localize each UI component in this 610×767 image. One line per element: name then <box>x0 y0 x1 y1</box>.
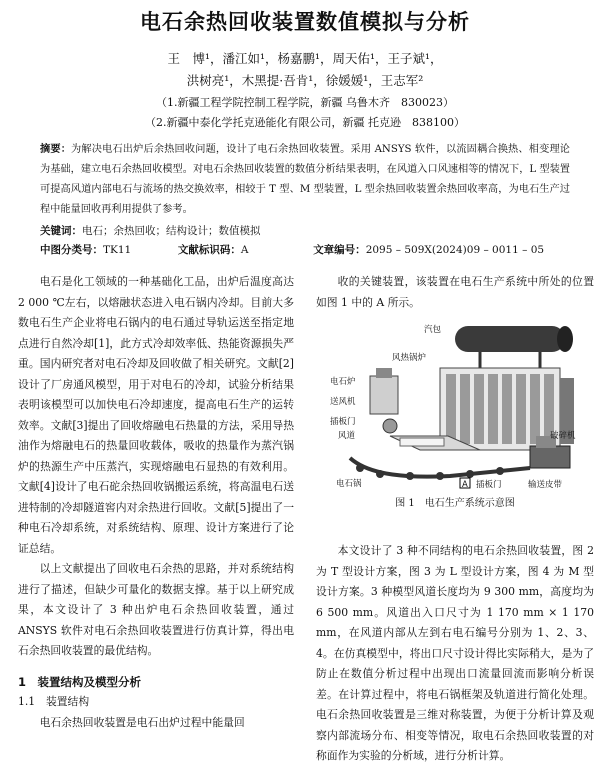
doc-code-value: A <box>240 244 249 256</box>
article-number-value: 2095 – 509X(2024)09 – 0011 – 05 <box>365 244 545 256</box>
author-list-line2: 洪树亮¹，木黑提·吾肯¹，徐媛媛¹，王志军² <box>186 73 424 88</box>
keywords-text: 电石；余热回收；结构设计；数值模拟 <box>82 225 261 237</box>
subsection-heading-1-1: 1.1 装置结构 <box>18 695 90 708</box>
clc-value: TK11 <box>103 244 132 256</box>
figure-caption: 图 1 电石生产系统示意图 <box>395 498 515 509</box>
keywords <box>40 221 580 241</box>
label-plate-gate: 插板门 <box>330 417 356 427</box>
paper-title: 电石余热回收装置数值模拟与分析 <box>140 10 470 34</box>
right-paragraph-2: 本文设计了 3 种不同结构的电石余热回收装置，图 2 为 T 型设计方案，图 3 为 L 型设计方案，图 4 为 M 型设计方案。3 种模型风道长度均为 9 300 mm，高度均为 6 500 mm。风道出入口尺寸为 1 170 mm × 1 170 mm，在风道内部从左到右电石编号分别为 1、2、3、4。在仿真模型中，将出口尺寸设计得比实际稍大，是为了防止在数值分析过程中出现出口流量回流而影响分析误差。在计算过程中，将电石锅框架及轨道进行简化处理。电石余热回收装置是三维对称装置，为便于分析计算及观察内部流场分布、相变等情况，取电石余热回收装置的对称面作为实验的分析域，进行分析计算。 <box>316 544 594 762</box>
left-column <box>18 272 294 733</box>
label-pot: 电石锅 <box>336 479 362 489</box>
blower <box>383 419 397 433</box>
abstract-label: 摘要： <box>40 144 72 155</box>
label-heat-boiler: 风热锅炉 <box>392 353 427 363</box>
section-paragraph-1: 电石余热回收装置是电石出炉过程中能量回 <box>39 715 245 729</box>
label-conveyor: 输送皮带 <box>528 480 563 490</box>
affiliation-1: （1.新疆工程学院控制工程学院，新疆 乌鲁木齐 830023） <box>156 96 454 109</box>
abstract-text: 为解决电石出炉后余热回收问题，设计了电石余热回收装置。采用 ANSYS 软件，以流固耦合换热、相变理论为基础，建立电石余热回收模型。对电石余热回收装置的数值分析结果表明，在风道入口风速相等的情况下，L 型装置可提高风道内部电石与流场的热交换效率，相较于 T 型、M 型装置，L 型余热回收装置余热回收率高，为电石生产过程中能量回收再利用提供了参考。 <box>40 144 570 215</box>
label-steam-drum: 汽包 <box>424 325 442 335</box>
steam-drum <box>455 326 573 370</box>
conveyor-track <box>350 458 530 480</box>
keywords-label: 关键词： <box>40 225 82 237</box>
classification-line <box>40 240 580 260</box>
author-list-line1: 王 博¹，潘江如¹，杨嘉鹏¹，周天佑¹，王子斌¹， <box>167 51 443 66</box>
label-furnace: 电石炉 <box>330 377 356 387</box>
label-crusher: 破碎机 <box>550 431 576 441</box>
label-blower: 送风机 <box>330 397 356 407</box>
abstract <box>40 140 570 220</box>
right-paragraph-1: 收的关键装置，该装置在电石生产系统中所处的位置如图 1 中的 A 所示。 <box>316 275 594 309</box>
article-number-label: 文章编号： <box>313 244 366 256</box>
carbide-furnace <box>370 368 398 414</box>
production-system-diagram <box>330 318 592 494</box>
section-heading-1: 1 装置结构及模型分析 <box>18 674 142 689</box>
affiliation-2: （2.新疆中泰化学托克逊能化有限公司，新疆 托克逊 838100） <box>145 116 465 129</box>
doc-code-label: 文献标识码： <box>177 244 241 256</box>
intro-paragraph-1: 电石是化工领域的一种基础化工品，出炉后温度高达 2 000 ℃左右，以熔融状态进入电石锅内冷却。目前大多数电石生产企业将电石锅内的电石通过导轨运送至指定地点进行自然冷却[1]，此方式冷却效率低、热能资源损失严重。国内研究者对电石冷却及回收做了相关研究。文献[2]设计了厂房通风模型，用于对电石的冷却，试验分析结果表明该模型可以加快电石冷却速度，提高电石生产的运转效率。文献[3]提出了回收熔融电石热量的方法，采用导热油作为熔融电石的热量回收载体，吸收的热量作为蒸汽锅炉的热源生产中压蒸汽，实现熔融电石显热的有效利用。文献[4]设计了电石砣余热回收锅搬运系统，将高温电石送进特制的冷却隧道窖内对余热进行回收。文献[5]提出了一种电石冷却系统，对系统结构、原理、设计方案进行了论证总结。 <box>18 275 294 555</box>
label-air-duct: 风道 <box>338 431 356 441</box>
intro-paragraph-2: 以上文献提出了回收电石余热的思路，并对系统结构进行了描述，但缺少可量化的数据支撑。基于以上研究成果，本文设计了 3 种出炉电石余热回收装置，通过 ANSYS 软件对电石余热回收装置进行仿真计算，得出电石余热回收装置的最优结构。 <box>18 562 294 657</box>
clc-label: 中图分类号： <box>40 244 103 256</box>
label-a-marker: A <box>462 480 468 490</box>
label-plate-gate-2: 插板门 <box>476 480 502 490</box>
